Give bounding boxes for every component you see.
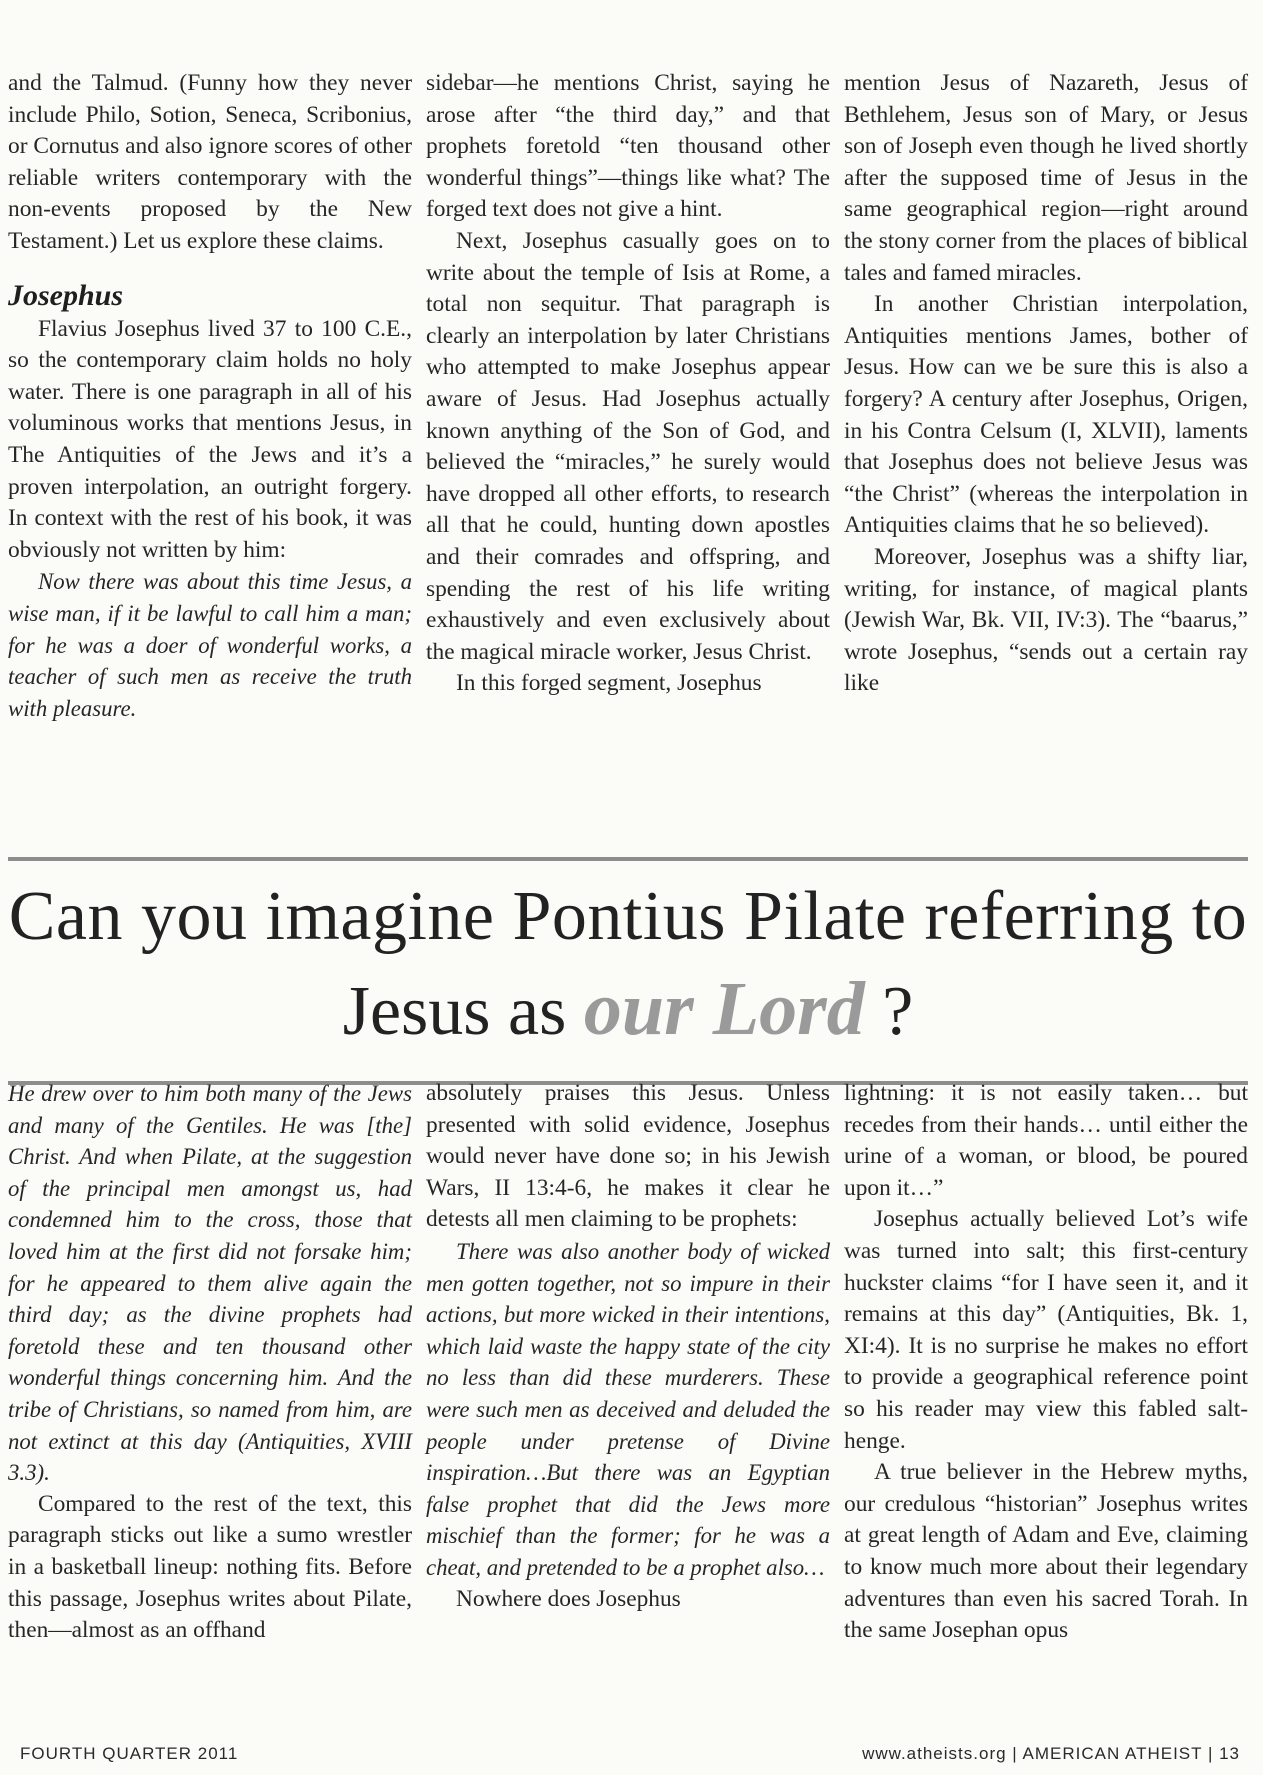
- site-and-page-number: www.atheists.org | AMERICAN ATHEIST | 13: [862, 1744, 1240, 1763]
- pull-quote-line-2: [8, 967, 1248, 1054]
- block-quote: He drew over to him both many of the Jews and many of the Gentiles. He was [the] Christ. And when Pilate, at the suggestion of the principal men amongst us, had condemned him to the cross, those that loved him at the first did not forsake him; for he appeared to them alive again the third day; as the divine prophets had foretold these and ten thousand other wonderful things concerning him. And the tribe of Christians, so named from him, are not extinct at this day (Antiquities, XVIII 3.3).: [8, 1081, 412, 1486]
- column-1: [8, 1078, 412, 1647]
- body-paragraph: In another Christian interpolation, Antiquities mentions James, bother of Jesus. How can we be sure this is also a forgery? A century after Josephus, Origen, in his Contra Celsum (I, XLVII), laments that Josephus does not believe Jesus was “the Christ” (whereas the interpolation in Antiquities claims that he so believed).: [844, 291, 1248, 539]
- column-2: [426, 68, 830, 724]
- block-quote: Now there was about this time Jesus, a wise man, if it be lawful to call him a man; for he was a doer of wonderful works, a teacher of such men as receive the truth with pleasure.: [8, 569, 412, 721]
- top-columns: [8, 68, 1248, 724]
- body-paragraph: Josephus actually believed Lot’s wife was turned into salt; this first-century huckster claims “for I have seen it, and it remains at this day” (Antiquities, Bk. 1, XI:4). It is no surprise he makes no effort to provide a geographical reference point so his reader may view this fabled salt-henge.: [844, 1206, 1248, 1454]
- column-3: [844, 1078, 1248, 1647]
- body-paragraph: mention Jesus of Nazareth, Jesus of Bethlehem, Jesus son of Mary, or Jesus son of Joseph even though he lived shortly after the supposed time of Jesus in the same geographical region—right around the stony corner from the places of biblical tales and famed miracles.: [844, 70, 1248, 286]
- block-quote: There was also another body of wicked men gotten together, not so impure in their actions, but more wicked in their intentions, which laid waste the happy state of the city no less than did these murderers. These were such men as deceived and deluded the people under pretense of Divine inspiration…But there was an Egyptian false prophet that did the Jews more mischief than the former; for he was a cheat, and pretended to be a prophet also…: [426, 1238, 830, 1580]
- page-footer: [8, 1744, 1248, 1768]
- body-paragraph: A true believer in the Hebrew myths, our credulous “historian” Josephus writes at great length of Adam and Eve, claiming to know much more about their legendary adventures than even his sacred Torah. In the same Josephan opus: [844, 1459, 1248, 1644]
- column-3: [844, 68, 1248, 724]
- body-paragraph: Moreover, Josephus was a shifty liar, writing, for instance, of magical plants (Jewish War, Bk. VII, IV:3). The “baarus,” wrote Josephus, “sends out a certain ray like: [844, 543, 1248, 697]
- pull-quote: [8, 857, 1248, 1085]
- body-paragraph: absolutely praises this Jesus. Unless presented with solid evidence, Josephus would never have done so; in his Jewish Wars, II 13:4-6, he makes it clear he detests all men claiming to be prophets:: [426, 1080, 830, 1233]
- body-paragraph: In this forged segment, Josephus: [456, 670, 762, 697]
- section-heading: Josephus: [8, 278, 124, 312]
- body-paragraph: and the Talmud. (Funny how they never include Philo, Sotion, Seneca, Scribonius, or Cornutus and also ignore scores of other reliable writers contemporary with the non-events proposed by the New Testament.) Let us explore these claims.: [8, 70, 412, 254]
- issue-date: FOURTH QUARTER 2011: [20, 1744, 239, 1763]
- pull-quote-text: Jesus as: [342, 973, 584, 1050]
- column-1: [8, 68, 412, 724]
- body-paragraph: Next, Josephus casually goes on to write about the temple of Isis at Rome, a total non sequitur. That paragraph is clearly an interpolation by later Christians who attempted to make Josephus appear aware of Jesus. Had Josephus actually known anything of the Son of God, and believed the “miracles,” he surely would have dropped all other efforts, to research all that he could, hunting down apostles and their comrades and offspring, and spending the rest of his life writing exhaustively and even exclusively about the magical miracle worker, Jesus Christ.: [426, 227, 830, 665]
- column-2: [426, 1078, 830, 1647]
- pull-quote-text: ?: [864, 973, 914, 1050]
- pull-quote-line-1: Can you imagine Pontius Pilate referring to: [8, 878, 1248, 955]
- body-paragraph: Compared to the rest of the text, this paragraph sticks out like a sumo wrestler in a basketball lineup: nothing fits. Before this passage, Josephus writes about Pilate, then—almost as an offhand: [8, 1490, 412, 1644]
- bottom-columns: [8, 1078, 1248, 1647]
- body-paragraph: sidebar—he mentions Christ, saying he arose after “the third day,” and that prophets foretold “ten thousand other wonderful things”—things like what? The forged text does not give a hint.: [426, 70, 830, 223]
- pull-quote-emphasis: our Lord: [583, 967, 865, 1051]
- body-paragraph: Nowhere does Josephus: [456, 1585, 681, 1612]
- body-paragraph: Flavius Josephus lived 37 to 100 C.E., so the contemporary claim holds no holy water. There is one paragraph in all of his voluminous works that mentions Jesus, in The Antiquities of the Jews and it’s a proven interpolation, an outright forgery. In context with the rest of his book, it was obviously not written by him:: [8, 315, 412, 563]
- body-paragraph: lightning: it is not easily taken… but recedes from their hands… until either the urine of a woman, or blood, be poured upon it…”: [844, 1080, 1248, 1201]
